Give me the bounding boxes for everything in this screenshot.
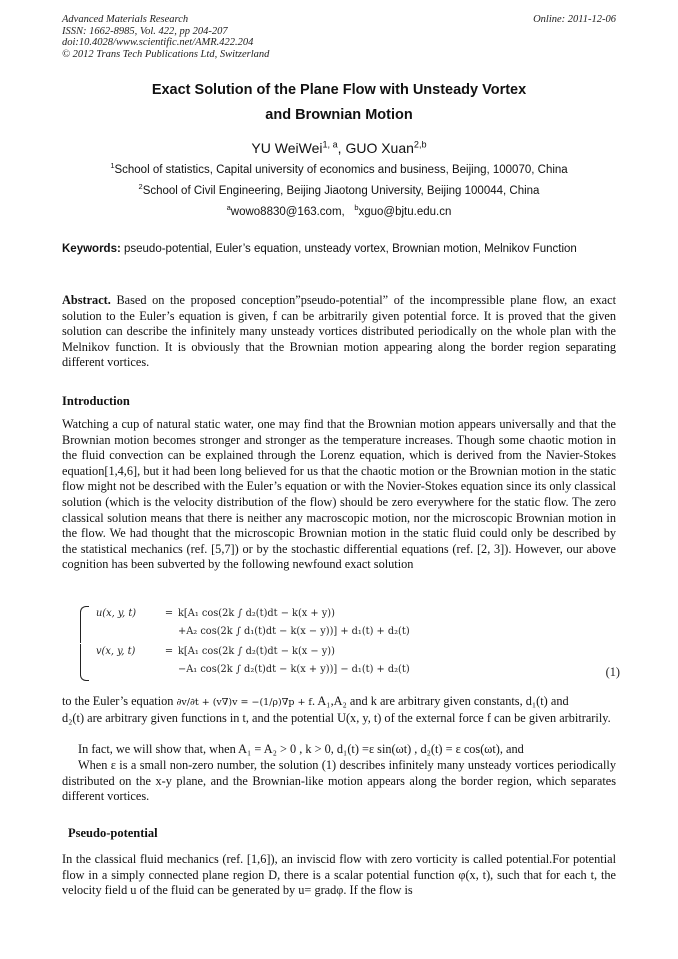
fact-paragraph: In fact, we will show that, when A₁ = A₂ > 0 , k > 0, d₁(t) =ε sin(ωt) , d₂(t) = ε cos(ωt), and xyxy=(78,742,524,756)
affiliation-2-text: School of Civil Engineering, Beijing Jiaotong University, Beijing 100044, China xyxy=(142,185,540,197)
equation-number: (1) xyxy=(605,665,620,679)
equation-1 xyxy=(80,606,620,682)
author-1: YU WeiWei xyxy=(251,140,323,156)
email-line xyxy=(62,203,616,218)
equation-row-4: −A₁ cos(2k ∫ d₂(t)dt − k(x + y))] − d₁(t) + d₂(t) xyxy=(178,664,410,675)
email-b-marker: b xyxy=(354,203,359,213)
author-separator: , xyxy=(337,140,346,156)
euler-paragraph xyxy=(62,694,616,726)
issn-line: ISSN: 1662-8985, Vol. 422, pp 204-207 xyxy=(62,25,228,37)
keywords-label: Keywords: xyxy=(62,243,121,255)
paper-title-line-1: Exact Solution of the Plane Flow with Unsteady Vortex xyxy=(151,82,527,98)
affiliation-1-text: School of statistics, Capital university of economics and business, Beijing, 100070, China xyxy=(114,164,568,176)
doi-line: doi:10.4028/www.scientific.net/AMR.422.204 xyxy=(62,37,254,48)
affiliation-1 xyxy=(62,161,616,176)
abstract-label: Abstract. xyxy=(62,293,111,307)
author-list xyxy=(62,140,616,156)
abstract-block xyxy=(62,293,616,371)
author-1-marker: 1, a xyxy=(322,139,338,150)
pseudo-potential-heading: Pseudo-potential xyxy=(68,826,158,840)
equation-equals-1: = xyxy=(164,608,174,619)
journal-header xyxy=(62,14,269,60)
equation-rhs-1: k[A₁ cos(2k ∫ d₂(t)dt − k(x + y)) xyxy=(178,608,335,619)
equation-equals-2: = xyxy=(164,646,174,657)
equation-rhs-3: k[A₁ cos(2k ∫ d₂(t)dt − k(x − y)) xyxy=(178,646,335,657)
affiliation-2 xyxy=(62,182,616,197)
euler-line-2: d₂(t) are arbitrary given functions in t, and the potential U(x, y, t) of the external force f can be given arbitrarily. xyxy=(62,710,611,725)
author-2-marker: 2,b xyxy=(413,139,427,150)
paper-title-line-2: and Brownian Motion xyxy=(265,107,413,123)
keywords-text: pseudo-potential, Euler’s equation, unsteady vortex, Brownian motion, Melnikov Function xyxy=(120,243,577,255)
euler-prefix: to the Euler’s equation xyxy=(62,694,177,708)
copyright-line: © 2012 Trans Tech Publications Ltd, Switzerland xyxy=(62,48,270,60)
pseudo-potential-paragraph: In the classical fluid mechanics (ref. [1,6]), an inviscid flow with zero vorticity is called potential.For potential flow in a simply connected plane region D, there is a scalar potential function φ(x, t), such that for each t, the velocity field u of the fluid can be generated by u= gradφ. If the flow is xyxy=(62,852,616,898)
journal-name: Advanced Materials Research xyxy=(62,14,189,25)
euler-line-1-rest: . A₁,A₂ and k are arbitrary given constants, d₁(t) and xyxy=(311,694,569,708)
equation-brace-bottom xyxy=(80,644,89,681)
equation-row-3 xyxy=(96,646,335,657)
equation-lhs-v: v(x, y, t) xyxy=(96,646,136,657)
email-a[interactable]: wowo8830@163.com, xyxy=(230,206,345,218)
author-2: GUO Xuan xyxy=(345,140,414,156)
equation-brace-top xyxy=(80,606,89,643)
keywords-block xyxy=(62,241,616,257)
affiliation-1-marker: 1 xyxy=(110,161,115,171)
online-date: Online: 2011-12-06 xyxy=(533,14,616,25)
equation-row-2: +A₂ cos(2k ∫ d₁(t)dt − k(x − y))] + d₁(t) + d₂(t) xyxy=(178,626,410,637)
affiliation-2-marker: 2 xyxy=(138,182,143,192)
equation-row-1 xyxy=(96,608,335,619)
equation-lhs-u: u(x, y, t) xyxy=(96,608,137,619)
introduction-heading: Introduction xyxy=(62,394,130,408)
introduction-paragraph: Watching a cup of natural static water, one may find that the Brownian motion appears universally and that the Brownian motion becomes stronger and stronger as the temperature increases. Though some chaotic motion in the fluid convection can be explained through the Lorenz equation, which is derived from the Navier-Stokes equation[1,4,6], but it had been long believed for us that the chaotic motion or the Brownian motion in the static flow might not be described with the Euler’s equation or with the Novier-Stokes equation since its only classical solution (which is the velocity distribution of the flow) should be zero everywhere for the static flow. The zero classical solution means that there is neither any macroscopic motion, nor the microscopic Brownian motion in the flow. We had thought that the microscopic Brownian motion in the static fluid could only be described by the statistical mechanics (ref. [5,7]) or by the stochastic differential equations (ref. [2, 3]). However, our above cognition has been subverted by the following newfound exact solution xyxy=(62,417,616,572)
when-paragraph: When ε is a small non-zero number, the solution (1) describes infinitely many unsteady vortices periodically distributed on the x-y plane, and the Brownian-like motion appears along the border region, which separates different vortices. xyxy=(62,758,616,804)
email-b[interactable]: xguo@bjtu.edu.cn xyxy=(358,206,452,218)
email-a-marker: a xyxy=(226,203,231,213)
abstract-text: Based on the proposed conception”pseudo-potential” of the incompressible plane flow, an exact solution to the Euler’s equation is given, f can be arbitrarily given potential force. It is proved that the given solution can describe the infinitely many unsteady vortices distributed periodically on the whole plan with the Melnikov function. It is obviously that the Brownian motion appearing along the border region separating different vortices. xyxy=(62,293,616,370)
euler-equation: ∂v/∂t + (v∇)v = −(1/ρ)∇p + f xyxy=(176,697,312,708)
